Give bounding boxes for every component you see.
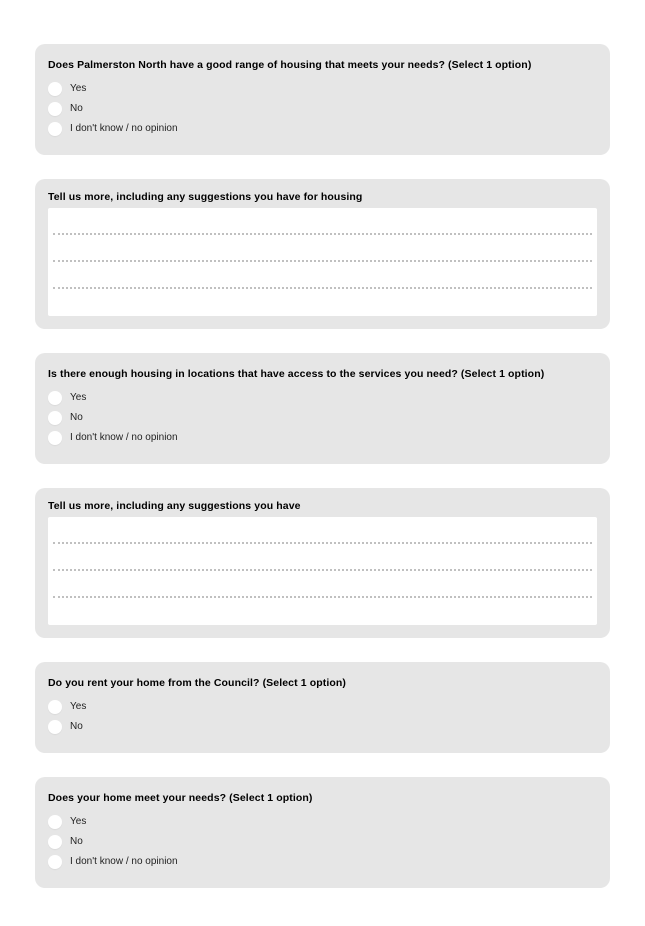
comment-card (35, 179, 610, 329)
radio-option-no[interactable] (48, 99, 597, 119)
radio-button-icon[interactable] (48, 391, 62, 405)
tell-us-more-textarea[interactable] (48, 208, 597, 316)
radio-option-i-don-t-know-no-opinion[interactable] (48, 428, 597, 448)
radio-button-icon[interactable] (48, 122, 62, 136)
question-text: Do you rent your home from the Council? (Select 1 option) (48, 677, 346, 689)
textarea-rule-line (53, 517, 592, 544)
radio-option-label: No (70, 836, 83, 847)
question-card (35, 777, 610, 888)
radio-button-icon[interactable] (48, 431, 62, 445)
tell-us-more-textarea[interactable] (48, 517, 597, 625)
radio-option-yes[interactable] (48, 388, 597, 408)
radio-option-label: Yes (70, 83, 87, 94)
radio-option-label: I don't know / no opinion (70, 123, 178, 134)
radio-button-icon[interactable] (48, 82, 62, 96)
question-text: Does your home meet your needs? (Select 1 option) (48, 792, 313, 804)
textarea-rule-line (53, 208, 592, 235)
comment-card-label: Tell us more, including any suggestions you have for housing (48, 191, 363, 203)
radio-option-label: No (70, 412, 83, 423)
textarea-rule-line (53, 598, 592, 625)
textarea-rule-line (53, 289, 592, 316)
radio-option-no[interactable] (48, 832, 597, 852)
comment-card-label: Tell us more, including any suggestions you have (48, 500, 301, 512)
radio-option-label: Yes (70, 392, 87, 403)
radio-button-icon[interactable] (48, 855, 62, 869)
radio-button-icon[interactable] (48, 720, 62, 734)
radio-button-icon[interactable] (48, 411, 62, 425)
radio-option-label: Yes (70, 816, 87, 827)
radio-option-yes[interactable] (48, 812, 597, 832)
question-text: Does Palmerston North have a good range of housing that meets your needs? (Select 1 option) (48, 59, 532, 71)
radio-button-icon[interactable] (48, 700, 62, 714)
radio-option-no[interactable] (48, 408, 597, 428)
radio-option-label: No (70, 103, 83, 114)
radio-option-label: No (70, 721, 83, 732)
textarea-rule-line (53, 544, 592, 571)
question-card (35, 353, 610, 464)
radio-options-group (48, 697, 597, 737)
textarea-rule-line (53, 235, 592, 262)
radio-option-label: I don't know / no opinion (70, 856, 178, 867)
radio-option-label: Yes (70, 701, 87, 712)
question-card (35, 662, 610, 753)
comment-card (35, 488, 610, 638)
radio-option-label: I don't know / no opinion (70, 432, 178, 443)
radio-option-i-don-t-know-no-opinion[interactable] (48, 119, 597, 139)
radio-button-icon[interactable] (48, 102, 62, 116)
radio-options-group (48, 388, 597, 448)
radio-button-icon[interactable] (48, 835, 62, 849)
question-text: Is there enough housing in locations that have access to the services you need? (Select 1 option) (48, 368, 545, 380)
radio-options-group (48, 79, 597, 139)
textarea-rule-line (53, 262, 592, 289)
textarea-rule-line (53, 571, 592, 598)
radio-button-icon[interactable] (48, 815, 62, 829)
radio-option-i-don-t-know-no-opinion[interactable] (48, 852, 597, 872)
radio-options-group (48, 812, 597, 872)
radio-option-no[interactable] (48, 717, 597, 737)
radio-option-yes[interactable] (48, 697, 597, 717)
question-card (35, 44, 610, 155)
radio-option-yes[interactable] (48, 79, 597, 99)
